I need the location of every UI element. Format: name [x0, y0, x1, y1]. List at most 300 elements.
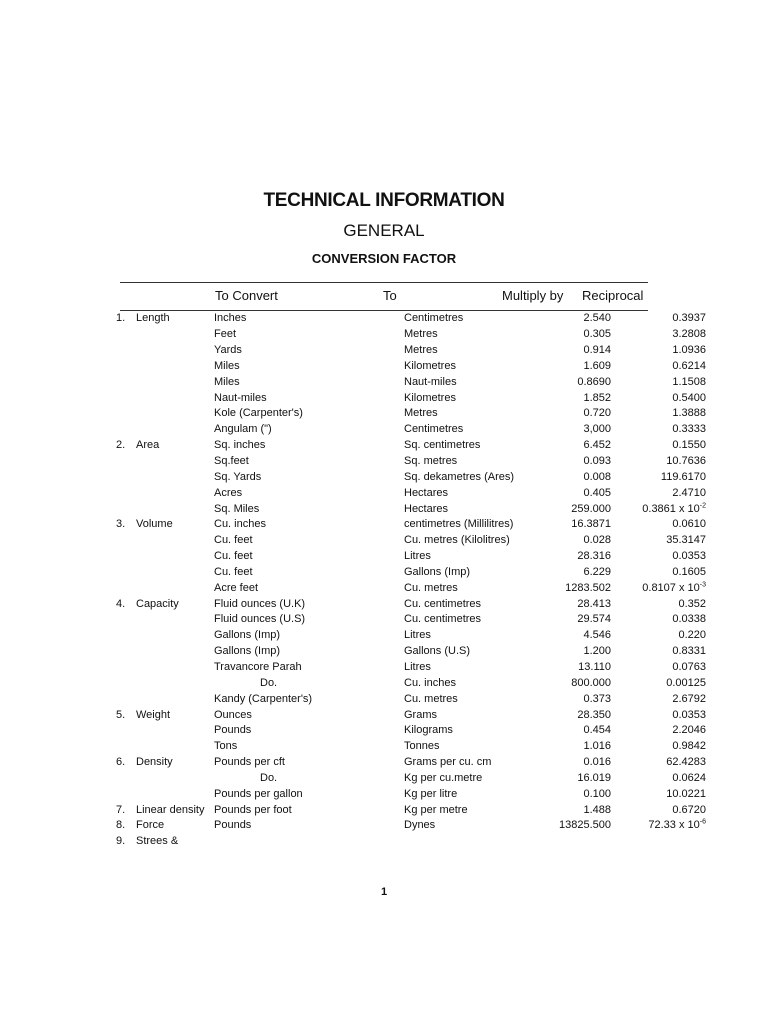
- row-category: [136, 374, 214, 390]
- row-to-unit: [404, 517, 534, 533]
- row-reciprocal: [611, 802, 706, 818]
- table-row: [116, 786, 706, 802]
- table-row: [116, 406, 706, 422]
- row-to-unit: [404, 422, 534, 438]
- row-from-unit: [214, 834, 404, 850]
- row-category: [136, 660, 214, 676]
- row-number: [116, 691, 136, 707]
- row-from-unit: [214, 374, 404, 390]
- row-category: [136, 612, 214, 628]
- row-multiplier-text: 0.016: [583, 756, 611, 769]
- row-reciprocal: [611, 374, 706, 390]
- row-multiplier-text: 0.373: [583, 692, 611, 705]
- row-to-unit-text: Litres: [404, 660, 431, 673]
- row-multiplier: [534, 533, 611, 549]
- row-from-unit-text: Miles: [214, 375, 240, 388]
- row-from-unit: [214, 707, 404, 723]
- page-number: 1: [380, 886, 388, 898]
- row-multiplier: [534, 786, 611, 802]
- row-to-unit-text: Cu. metres: [404, 692, 458, 705]
- row-number: [116, 311, 136, 327]
- row-reciprocal: [611, 454, 706, 470]
- row-to-unit-text: Cu. centimetres: [404, 613, 482, 626]
- row-multiplier-text: 4.546: [583, 629, 611, 642]
- row-from-unit-text: Acre feet: [214, 581, 259, 594]
- row-category: [136, 549, 214, 565]
- row-from-unit: [214, 818, 404, 834]
- row-multiplier: [534, 723, 611, 739]
- row-multiplier-text: 0.454: [583, 724, 611, 737]
- row-category: [136, 343, 214, 359]
- row-number: [116, 501, 136, 517]
- row-from-unit-text: Kole (Carpenter's): [214, 407, 303, 420]
- row-reciprocal: [611, 549, 706, 565]
- row-category: [136, 438, 214, 454]
- row-number: [116, 485, 136, 501]
- table-row: [116, 660, 706, 676]
- row-from-unit: [214, 739, 404, 755]
- table-row: [116, 422, 706, 438]
- row-to-unit-text: Kg per metre: [404, 803, 468, 816]
- table-row: [116, 374, 706, 390]
- row-from-unit-text: Ounces: [214, 708, 252, 721]
- row-from-unit: [214, 755, 404, 771]
- row-to-unit-text: Centimetres: [404, 312, 464, 325]
- row-multiplier: [534, 739, 611, 755]
- row-multiplier: [534, 755, 611, 771]
- row-from-unit-text: Fluid ounces (U.S): [214, 613, 306, 626]
- section-heading: CONVERSION FACTOR: [311, 251, 457, 266]
- row-reciprocal-text: 0.0353: [672, 550, 706, 563]
- row-to-unit: [404, 802, 534, 818]
- row-multiplier: [534, 359, 611, 375]
- table-row: [116, 438, 706, 454]
- row-multiplier: [534, 406, 611, 422]
- column-header-multiply: Multiply by: [502, 288, 564, 303]
- row-number: [116, 533, 136, 549]
- row-from-unit-text: Gallons (Imp): [214, 629, 281, 642]
- table-row: [116, 723, 706, 739]
- row-reciprocal: [611, 739, 706, 755]
- row-number: [116, 739, 136, 755]
- row-multiplier: [534, 422, 611, 438]
- row-reciprocal: [611, 565, 706, 581]
- row-multiplier: [534, 675, 611, 691]
- row-from-unit-text: Angulam ("): [214, 423, 272, 436]
- row-multiplier-text: 0.8690: [577, 375, 611, 388]
- row-to-unit-text: Kg per litre: [404, 787, 458, 800]
- row-multiplier-text: 16.3871: [571, 518, 611, 531]
- row-multiplier: [534, 580, 611, 596]
- row-from-unit-text: Sq. inches: [214, 439, 266, 452]
- row-multiplier: [534, 818, 611, 834]
- row-multiplier-text: 28.350: [577, 708, 611, 721]
- row-to-unit: [404, 485, 534, 501]
- row-category: [136, 755, 214, 771]
- row-category-text: Area: [136, 439, 160, 452]
- row-from-unit: [214, 359, 404, 375]
- row-reciprocal-text: 10.0221: [666, 787, 706, 800]
- row-reciprocal: [611, 723, 706, 739]
- row-reciprocal: [611, 644, 706, 660]
- row-reciprocal-text: 0.9842: [672, 740, 706, 753]
- row-number-text: 4.: [116, 597, 126, 610]
- row-category: [136, 770, 214, 786]
- row-reciprocal-text: 0.1550: [672, 439, 706, 452]
- row-reciprocal-text: 0.1605: [672, 565, 706, 578]
- row-to-unit-text: Cu. metres: [404, 581, 458, 594]
- row-to-unit: [404, 438, 534, 454]
- row-to-unit: [404, 691, 534, 707]
- row-from-unit: [214, 438, 404, 454]
- row-multiplier: [534, 438, 611, 454]
- row-to-unit: [404, 580, 534, 596]
- row-reciprocal: [611, 485, 706, 501]
- row-multiplier-text: 0.008: [583, 470, 611, 483]
- row-reciprocal: [611, 327, 706, 343]
- row-category: [136, 834, 214, 850]
- row-to-unit-text: Litres: [404, 629, 431, 642]
- row-reciprocal-text: 1.1508: [672, 375, 706, 388]
- table-row: [116, 549, 706, 565]
- row-reciprocal-text: 2.6792: [672, 692, 706, 705]
- row-category: [136, 454, 214, 470]
- row-multiplier-text: 1.609: [583, 359, 611, 372]
- row-from-unit-text: Inches: [214, 312, 247, 325]
- page-subtitle: GENERAL: [343, 221, 425, 240]
- row-reciprocal-text: 0.5400: [672, 391, 706, 404]
- row-reciprocal-text: 0.0338: [672, 613, 706, 626]
- row-multiplier: [534, 485, 611, 501]
- row-to-unit-text: Cu. centimetres: [404, 597, 482, 610]
- table-row: [116, 469, 706, 485]
- row-number: [116, 580, 136, 596]
- row-from-unit-text: Cu. feet: [214, 534, 253, 547]
- row-multiplier-text: 6.229: [583, 565, 611, 578]
- row-from-unit: [214, 343, 404, 359]
- row-to-unit-text: Kilometres: [404, 391, 456, 404]
- table-row: [116, 612, 706, 628]
- row-from-unit: [214, 533, 404, 549]
- table-row: [116, 580, 706, 596]
- row-reciprocal: [611, 818, 706, 834]
- row-category: [136, 485, 214, 501]
- row-to-unit-text: Centimetres: [404, 423, 464, 436]
- row-multiplier-text: 16.019: [577, 771, 611, 784]
- row-to-unit: [404, 723, 534, 739]
- row-from-unit: [214, 675, 404, 691]
- row-category: [136, 517, 214, 533]
- row-reciprocal-text: 0.3333: [672, 423, 706, 436]
- row-to-unit: [404, 343, 534, 359]
- row-number: [116, 707, 136, 723]
- row-category: [136, 644, 214, 660]
- row-number-text: 3.: [116, 518, 126, 531]
- top-rule: [120, 282, 648, 283]
- row-reciprocal-text: 0.3861 x 10: [642, 502, 700, 515]
- row-reciprocal-text: 0.0610: [672, 518, 706, 531]
- row-to-unit-text: Cu. inches: [404, 676, 456, 689]
- row-to-unit: [404, 739, 534, 755]
- row-category-text: Density: [136, 756, 173, 769]
- row-number: [116, 422, 136, 438]
- row-to-unit-text: Litres: [404, 550, 431, 563]
- table-row: [116, 675, 706, 691]
- row-to-unit-text: Metres: [404, 407, 438, 420]
- row-category: [136, 786, 214, 802]
- row-reciprocal: [611, 438, 706, 454]
- row-multiplier: [534, 501, 611, 517]
- row-number: [116, 469, 136, 485]
- row-from-unit-text: Miles: [214, 359, 240, 372]
- row-from-unit: [214, 327, 404, 343]
- row-category-text: Capacity: [136, 597, 179, 610]
- exponent: -3: [699, 581, 706, 589]
- row-to-unit: [404, 628, 534, 644]
- row-multiplier: [534, 374, 611, 390]
- row-category-text: Volume: [136, 518, 173, 531]
- row-multiplier-text: 800.000: [571, 676, 611, 689]
- row-to-unit: [404, 675, 534, 691]
- row-multiplier-text: 2.540: [583, 312, 611, 325]
- row-multiplier: [534, 660, 611, 676]
- row-category: [136, 390, 214, 406]
- row-number: [116, 644, 136, 660]
- row-from-unit-text: Pounds: [214, 819, 252, 832]
- row-to-unit-text: Hectares: [404, 486, 449, 499]
- column-header-to: To: [383, 288, 397, 303]
- row-number: [116, 628, 136, 644]
- row-from-unit-text: Feet: [214, 328, 237, 341]
- row-to-unit-text: Sq. centimetres: [404, 439, 481, 452]
- row-reciprocal: [611, 660, 706, 676]
- row-to-unit-text: Dynes: [404, 819, 436, 832]
- row-category: [136, 565, 214, 581]
- row-number: [116, 596, 136, 612]
- row-reciprocal: [611, 422, 706, 438]
- row-category: [136, 422, 214, 438]
- row-to-unit-text: Tonnes: [404, 740, 440, 753]
- exponent: -2: [699, 501, 706, 509]
- row-number: [116, 565, 136, 581]
- table-row: [116, 454, 706, 470]
- row-from-unit: [214, 549, 404, 565]
- table-row: [116, 770, 706, 786]
- row-to-unit-text: Gallons (U.S): [404, 645, 471, 658]
- row-multiplier-text: 13825.500: [559, 819, 611, 832]
- row-from-unit-text: Sq. Miles: [214, 502, 260, 515]
- row-reciprocal-text: 72.33 x 10: [648, 819, 700, 832]
- row-multiplier: [534, 691, 611, 707]
- row-to-unit: [404, 327, 534, 343]
- row-multiplier-text: 1.200: [583, 645, 611, 658]
- row-from-unit-text: Travancore Parah: [214, 660, 302, 673]
- table-row: [116, 359, 706, 375]
- row-multiplier: [534, 549, 611, 565]
- table-row: [116, 533, 706, 549]
- row-from-unit-text: Cu. inches: [214, 518, 266, 531]
- row-from-unit: [214, 786, 404, 802]
- row-category: [136, 580, 214, 596]
- row-reciprocal-text: 62.4283: [666, 756, 706, 769]
- row-from-unit: [214, 580, 404, 596]
- row-to-unit: [404, 390, 534, 406]
- row-category-text: Length: [136, 312, 170, 325]
- row-number: [116, 359, 136, 375]
- row-number-text: 2.: [116, 439, 126, 452]
- row-category: [136, 739, 214, 755]
- row-reciprocal: [611, 517, 706, 533]
- row-number-text: 1.: [116, 312, 126, 325]
- row-reciprocal-text: 0.6720: [672, 803, 706, 816]
- row-multiplier: [534, 802, 611, 818]
- row-from-unit: [214, 628, 404, 644]
- row-number: [116, 406, 136, 422]
- row-to-unit-text: Hectares: [404, 502, 449, 515]
- row-from-unit-text: Pounds per foot: [214, 803, 292, 816]
- row-reciprocal: [611, 612, 706, 628]
- table-row: [116, 501, 706, 517]
- row-from-unit-text: Fluid ounces (U.K): [214, 597, 306, 610]
- row-from-unit: [214, 802, 404, 818]
- row-category: [136, 501, 214, 517]
- row-category: [136, 596, 214, 612]
- row-from-unit: [214, 501, 404, 517]
- row-category-text: Force: [136, 819, 165, 832]
- row-from-unit-text: Pounds: [214, 724, 252, 737]
- row-multiplier-text: 0.305: [583, 328, 611, 341]
- table-row: [116, 628, 706, 644]
- row-reciprocal: [611, 628, 706, 644]
- row-multiplier-text: 28.316: [577, 550, 611, 563]
- table-row: [116, 485, 706, 501]
- row-to-unit-text: Kilometres: [404, 359, 456, 372]
- row-to-unit: [404, 660, 534, 676]
- row-multiplier-text: 0.100: [583, 787, 611, 800]
- row-multiplier: [534, 628, 611, 644]
- row-from-unit-text: Naut-miles: [214, 391, 267, 404]
- row-from-unit: [214, 517, 404, 533]
- row-to-unit: [404, 818, 534, 834]
- row-reciprocal-text: 0.8107 x 10: [642, 581, 700, 594]
- table-row: [116, 834, 706, 850]
- row-category-text: Weight: [136, 708, 171, 721]
- row-reciprocal-text: 0.0624: [672, 771, 706, 784]
- table-row: [116, 565, 706, 581]
- row-to-unit: [404, 786, 534, 802]
- table-row: [116, 818, 706, 834]
- row-from-unit-text: Cu. feet: [214, 550, 253, 563]
- row-to-unit-text: Kilograms: [404, 724, 453, 737]
- row-reciprocal-text: 1.0936: [672, 344, 706, 357]
- row-from-unit: [214, 565, 404, 581]
- row-number-text: 6.: [116, 756, 126, 769]
- row-multiplier: [534, 343, 611, 359]
- row-multiplier-text: 0.405: [583, 486, 611, 499]
- row-multiplier-text: 6.452: [583, 439, 611, 452]
- row-from-unit-text: Kandy (Carpenter's): [214, 692, 313, 705]
- row-category: [136, 311, 214, 327]
- row-to-unit-text: Grams per cu. cm: [404, 756, 492, 769]
- row-to-unit-text: Cu. metres (Kilolitres): [404, 534, 510, 547]
- exponent: -6: [699, 818, 706, 826]
- row-reciprocal-text: 0.220: [678, 629, 706, 642]
- table-row: [116, 327, 706, 343]
- row-number: [116, 390, 136, 406]
- row-multiplier-text: 259.000: [571, 502, 611, 515]
- row-reciprocal-text: 3.2808: [672, 328, 706, 341]
- row-to-unit-text: Naut-miles: [404, 375, 457, 388]
- row-number: [116, 327, 136, 343]
- row-reciprocal-text: 0.8331: [672, 645, 706, 658]
- row-number-text: 8.: [116, 819, 126, 832]
- row-multiplier: [534, 596, 611, 612]
- row-to-unit-text: Sq. metres: [404, 455, 458, 468]
- row-from-unit-text: Pounds per gallon: [214, 787, 303, 800]
- row-reciprocal: [611, 707, 706, 723]
- table-row: [116, 707, 706, 723]
- row-from-unit-text: Pounds per cft: [214, 756, 285, 769]
- row-multiplier: [534, 565, 611, 581]
- table-row: [116, 343, 706, 359]
- row-category: [136, 675, 214, 691]
- table-row: [116, 739, 706, 755]
- row-number: [116, 549, 136, 565]
- row-multiplier: [534, 770, 611, 786]
- row-to-unit-text: Gallons (Imp): [404, 565, 471, 578]
- row-multiplier: [534, 612, 611, 628]
- row-from-unit: [214, 660, 404, 676]
- row-to-unit: [404, 501, 534, 517]
- row-to-unit: [404, 707, 534, 723]
- row-from-unit: [214, 770, 404, 786]
- row-reciprocal-text: 2.2046: [672, 724, 706, 737]
- row-category: [136, 723, 214, 739]
- row-reciprocal: [611, 675, 706, 691]
- row-from-unit: [214, 422, 404, 438]
- row-from-unit: [214, 723, 404, 739]
- row-multiplier-text: 28.413: [577, 597, 611, 610]
- table-row: [116, 390, 706, 406]
- row-reciprocal: [611, 770, 706, 786]
- row-reciprocal: [611, 533, 706, 549]
- row-to-unit: [404, 644, 534, 660]
- row-reciprocal: [611, 834, 706, 850]
- row-from-unit: [214, 596, 404, 612]
- row-number: [116, 818, 136, 834]
- row-multiplier-text: 1.852: [583, 391, 611, 404]
- row-category: [136, 406, 214, 422]
- row-multiplier: [534, 834, 611, 850]
- row-multiplier: [534, 469, 611, 485]
- row-reciprocal: [611, 786, 706, 802]
- row-from-unit-text: Yards: [214, 344, 242, 357]
- row-reciprocal-text: 0.3937: [672, 312, 706, 325]
- row-multiplier-text: 1.488: [583, 803, 611, 816]
- row-number: [116, 770, 136, 786]
- row-from-unit: [214, 612, 404, 628]
- row-number: [116, 834, 136, 850]
- row-to-unit-text: Metres: [404, 344, 438, 357]
- row-number: [116, 660, 136, 676]
- row-category-text: Linear density: [136, 803, 205, 816]
- row-number: [116, 755, 136, 771]
- row-multiplier-text: 1.016: [583, 740, 611, 753]
- column-header-reciprocal: Reciprocal: [582, 288, 644, 303]
- conversion-table: [116, 311, 706, 850]
- row-to-unit: [404, 755, 534, 771]
- table-row: [116, 517, 706, 533]
